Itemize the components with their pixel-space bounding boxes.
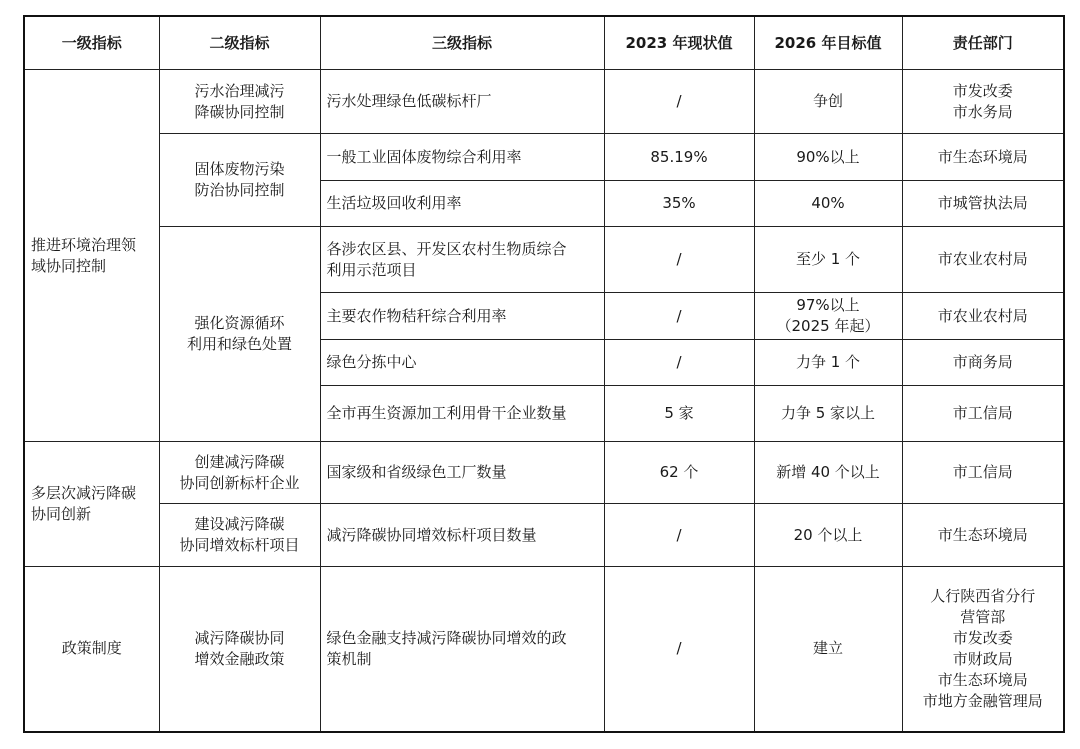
header-department: 责任部门 <box>902 16 1064 70</box>
department-cell: 市工信局 <box>902 442 1064 504</box>
current-value-cell: 62 个 <box>604 442 754 504</box>
current-value-cell: / <box>604 227 754 293</box>
department-cell: 市生态环境局 <box>902 504 1064 567</box>
level2-cell: 固体废物污染 防治协同控制 <box>159 134 320 227</box>
target-value-cell: 90%以上 <box>754 134 902 181</box>
level3-cell: 各涉农区县、开发区农村生物质综合 利用示范项目 <box>320 227 604 293</box>
level2-cell: 污水治理减污 降碳协同控制 <box>159 70 320 134</box>
department-cell: 市工信局 <box>902 386 1064 442</box>
level3-cell: 绿色金融支持减污降碳协同增效的政 策机制 <box>320 567 604 732</box>
target-value-cell: 力争 1 个 <box>754 340 902 386</box>
level3-cell: 绿色分拣中心 <box>320 340 604 386</box>
department-cell: 市城管执法局 <box>902 181 1064 227</box>
target-value-cell: 97%以上 （2025 年起） <box>754 293 902 340</box>
level2-cell: 减污降碳协同 增效金融政策 <box>159 567 320 732</box>
level1-cell: 多层次减污降碳 协同创新 <box>24 442 159 567</box>
target-value-cell: 至少 1 个 <box>754 227 902 293</box>
level1-cell: 政策制度 <box>24 567 159 732</box>
department-cell: 市商务局 <box>902 340 1064 386</box>
table-row <box>24 504 1064 567</box>
department-cell: 市生态环境局 <box>902 134 1064 181</box>
table-row <box>24 227 1064 293</box>
level2-cell: 强化资源循环 利用和绿色处置 <box>159 227 320 442</box>
header-target-2026: 2026 年目标值 <box>754 16 902 70</box>
current-value-cell: 5 家 <box>604 386 754 442</box>
level2-cell: 创建减污降碳 协同创新标杆企业 <box>159 442 320 504</box>
target-value-cell: 新增 40 个以上 <box>754 442 902 504</box>
current-value-cell: / <box>604 340 754 386</box>
header-row <box>24 16 1064 70</box>
level3-cell: 减污降碳协同增效标杆项目数量 <box>320 504 604 567</box>
level3-cell: 全市再生资源加工利用骨干企业数量 <box>320 386 604 442</box>
target-value-cell: 20 个以上 <box>754 504 902 567</box>
level3-cell: 一般工业固体废物综合利用率 <box>320 134 604 181</box>
department-cell: 人行陕西省分行 营管部 市发改委 市财政局 市生态环境局 市地方金融管理局 <box>902 567 1064 732</box>
indicator-table <box>23 15 1065 733</box>
current-value-cell: 35% <box>604 181 754 227</box>
level2-cell: 建设减污降碳 协同增效标杆项目 <box>159 504 320 567</box>
current-value-cell: / <box>604 293 754 340</box>
current-value-cell: / <box>604 504 754 567</box>
department-cell: 市农业农村局 <box>902 293 1064 340</box>
current-value-cell: / <box>604 567 754 732</box>
table-row <box>24 70 1064 134</box>
level3-cell: 生活垃圾回收利用率 <box>320 181 604 227</box>
table-row <box>24 567 1064 732</box>
current-value-cell: 85.19% <box>604 134 754 181</box>
table-row <box>24 442 1064 504</box>
department-cell: 市发改委 市水务局 <box>902 70 1064 134</box>
header-current-2023: 2023 年现状值 <box>604 16 754 70</box>
target-value-cell: 建立 <box>754 567 902 732</box>
table-row <box>24 134 1064 181</box>
header-level3: 三级指标 <box>320 16 604 70</box>
department-cell: 市农业农村局 <box>902 227 1064 293</box>
level1-cell: 推进环境治理领 域协同控制 <box>24 70 159 442</box>
level3-cell: 主要农作物秸秆综合利用率 <box>320 293 604 340</box>
header-level1: 一级指标 <box>24 16 159 70</box>
target-value-cell: 40% <box>754 181 902 227</box>
level3-cell: 污水处理绿色低碳标杆厂 <box>320 70 604 134</box>
header-level2: 二级指标 <box>159 16 320 70</box>
level3-cell: 国家级和省级绿色工厂数量 <box>320 442 604 504</box>
target-value-cell: 争创 <box>754 70 902 134</box>
current-value-cell: / <box>604 70 754 134</box>
target-value-cell: 力争 5 家以上 <box>754 386 902 442</box>
